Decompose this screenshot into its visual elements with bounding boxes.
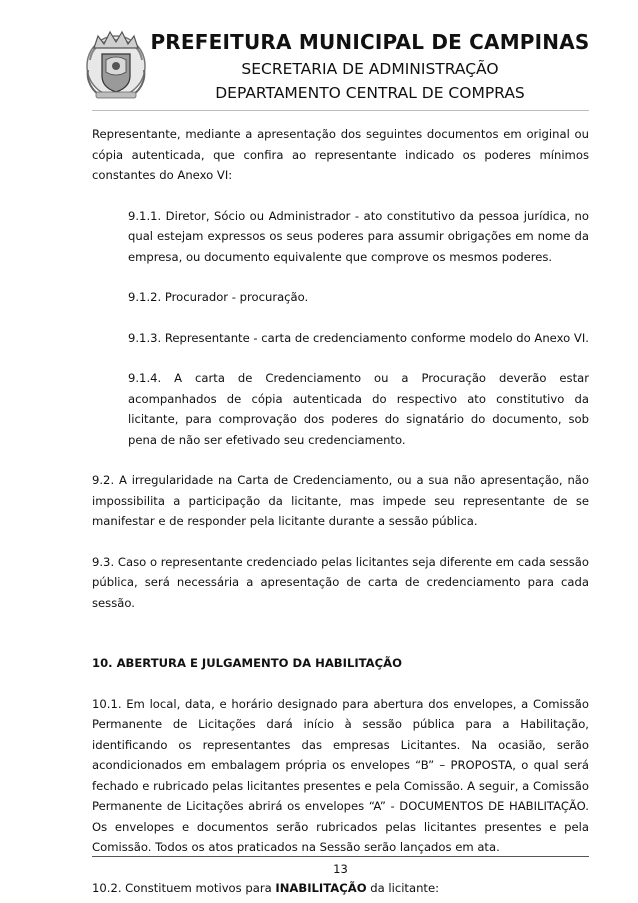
header-department: DEPARTAMENTO CENTRAL DE COMPRAS	[215, 84, 525, 102]
page-header	[0, 0, 638, 112]
header-secretariat: SECRETARIA DE ADMINISTRAÇÃO	[241, 60, 499, 78]
footer-divider	[92, 856, 589, 857]
paragraph-9-1-2: 9.1.2. Procurador - procuração.	[128, 290, 309, 304]
paragraph-9-3: 9.3. Caso o representante credenciado pelas licitantes seja diferente em cada sessão pública, será necessária a apresentação de carta de credenciamento para cada sessão.	[92, 554, 589, 610]
paragraph-9-2: 9.2. A irregularidade na Carta de Credenciamento, ou a sua não apresentação, não impossibilita a participação da licitante, mas impede seu representante de se manifestar e de responder pela licitante durante a sessão pública.	[92, 473, 589, 528]
paragraph-intro: Representante, mediante a apresentação dos seguintes documentos em original ou cópia autenticada, que confira ao representante indicado os poderes mínimos constantes do Anexo VI:	[92, 127, 589, 182]
paragraph-10-2-tail: da licitante:	[366, 880, 440, 895]
paragraph-10-2-lead: 10.2. Constituem motivos para	[92, 880, 276, 895]
paragraph-9-1-3: 9.1.3. Representante - carta de credenciamento conforme modelo do Anexo VI.	[128, 330, 589, 345]
paragraph-10-2	[92, 878, 589, 899]
paragraph-10-2-emphasis: INABILITAÇÃO	[275, 880, 367, 895]
document-body	[92, 124, 589, 898]
paragraph-9-1-4: 9.1.4. A carta de Credenciamento ou a Procuração deverão estar acompanhados de cópia autenticada do respectivo ato constitutivo da licitante, para comprovação dos poderes do signatário do documento, sob pena de não ser efetivado seu credenciamento.	[128, 371, 589, 447]
paragraph-9-1-1: 9.1.1. Diretor, Sócio ou Administrador - ato constitutivo da pessoa jurídica, no qual estejam expressos os seus poderes para assumir obrigações em nome da empresa, ou documento equivalente que comprove os mesmos poderes.	[128, 208, 589, 264]
header-divider	[92, 110, 589, 111]
header-municipality-title: PREFEITURA MUNICIPAL DE CAMPINAS	[150, 30, 590, 54]
page-number: 13	[333, 862, 348, 876]
paragraph-10-1: 10.1. Em local, data, e horário designado para abertura dos envelopes, a Comissão Permanente de Licitações dará início à sessão pública para a Habilitação, identificando os representantes das empresas Licitantes. Na ocasião, serão acondicionados em embalagem própria os envelopes “B” – PROPOSTA, o qual será fechado e rubricado pelas licitantes presentes e pela Comissão. A seguir, a Comissão Permanente de Licitações abrirá os envelopes “A” - DOCUMENTOS DE HABILITAÇÃO. Os envelopes e documentos serão rubricados pelas licitantes presentes e pela Comissão. Todos os atos praticados na Sessão serão lançados em ata.	[92, 696, 589, 854]
section-heading-10: 10. ABERTURA E JULGAMENTO DA HABILITAÇÃO	[92, 656, 402, 670]
